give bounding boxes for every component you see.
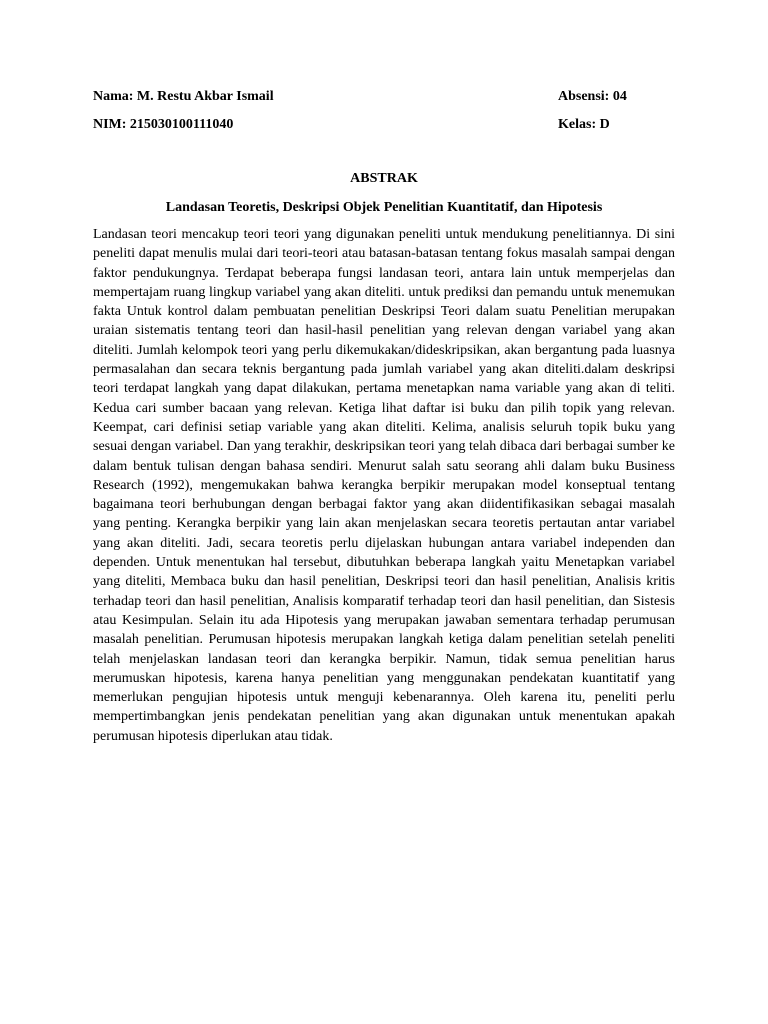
abstract-body: Landasan teori mencakup teori teori yang digunakan peneliti untuk mendukung penelitiannya. Di sini peneliti dapat menulis mulai dari teori-teori atau batasan-batasan tentang fokus masalah sampai dengan faktor pendukungnya. Terdapat beberapa fungsi landasan teori, antara lain untuk memperjelas dan mempertajam ruang lingkup variabel yang akan diteliti. untuk prediksi dan pemandu untuk menemukan fakta Untuk kontrol dalam pembuatan penelitian Deskripsi Teori dalam suatu Penelitian merupakan uraian sistematis tentang teori dan hasil-hasil penelitian yang relevan dengan variabel yang akan diteliti. Jumlah kelompok teori yang perlu dikemukakan/dideskripsikan, akan bergantung pada luasnya permasalahan dan secara teknis bergantung pada jumlah variabel yang akan diteliti.dalam deskripsi teori terdapat langkah yang dapat dilakukan, pertama menetapkan nama variable yang akan di teliti. Kedua cari sumber bacaan yang relevan. Ketiga lihat daftar isi buku dan pilih topik yang relevan. Keempat, cari definisi setiap variable yang akan diteliti. Kelima, analisis seluruh topik buku yang sesuai dengan variabel. Dan yang terakhir, deskripsikan teori yang telah dibaca dari berbagai sumber ke dalam bentuk tulisan dengan bahasa sendiri. Menurut salah satu seorang ahli dalam buku Business Research (1992), mengemukakan bahwa kerangka berpikir merupakan model konseptual tentang bagaimana teori berhubungan dengan berbagai faktor yang akan diidentifikasikan sebagai masalah yang penting. Kerangka berpikir yang lain akan menjelaskan secara teoretis pertautan antar variabel yang akan diteliti. Jadi, secara teoretis perlu dijelaskan hubungan antara variabel independen dan dependen. Untuk menentukan hal tersebut, dibutuhkan beberapa langkah yaitu Menetapkan variabel yang diteliti, Membaca buku dan hasil penelitian, Deskripsi teori dan hasil penelitian, Analisis kritis terhadap teori dan hasil penelitian, Analisis komparatif terhadap teori dan hasil penelitian, dan Sistesis atau Kesimpulan. Selain itu ada Hipotesis yang merupakan jawaban sementara terhadap perumusan masalah penelitian. Perumusan hipotesis merupakan langkah ketiga dalam penelitian setelah peneliti telah menjelaskan landasan teori dan kerangka berpikir. Namun, tidak semua penelitian harus merumuskan hipotesis, karena hanya penelitian yang menggunakan pendekatan kuantitatif yang memerlukan pengujian hipotesis untuk menguji kebenarannya. Oleh karena itu, peneliti perlu mempertimbangkan jenis pendekatan penelitian yang akan digunakan untuk menentukan apakah perumusan hipotesis diperlukan atau tidak.	[93, 227, 675, 744]
student-nim: NIM: 215030100111040	[93, 117, 234, 132]
student-class: Kelas: D	[558, 117, 610, 132]
attendance-number: Absensi: 04	[558, 89, 627, 104]
student-name: Nama: M. Restu Akbar Ismail	[93, 89, 274, 104]
abstract-heading: ABSTRAK	[350, 171, 418, 186]
abstract-subtitle: Landasan Teoretis, Deskripsi Objek Penelitian Kuantitatif, dan Hipotesis	[165, 200, 603, 215]
